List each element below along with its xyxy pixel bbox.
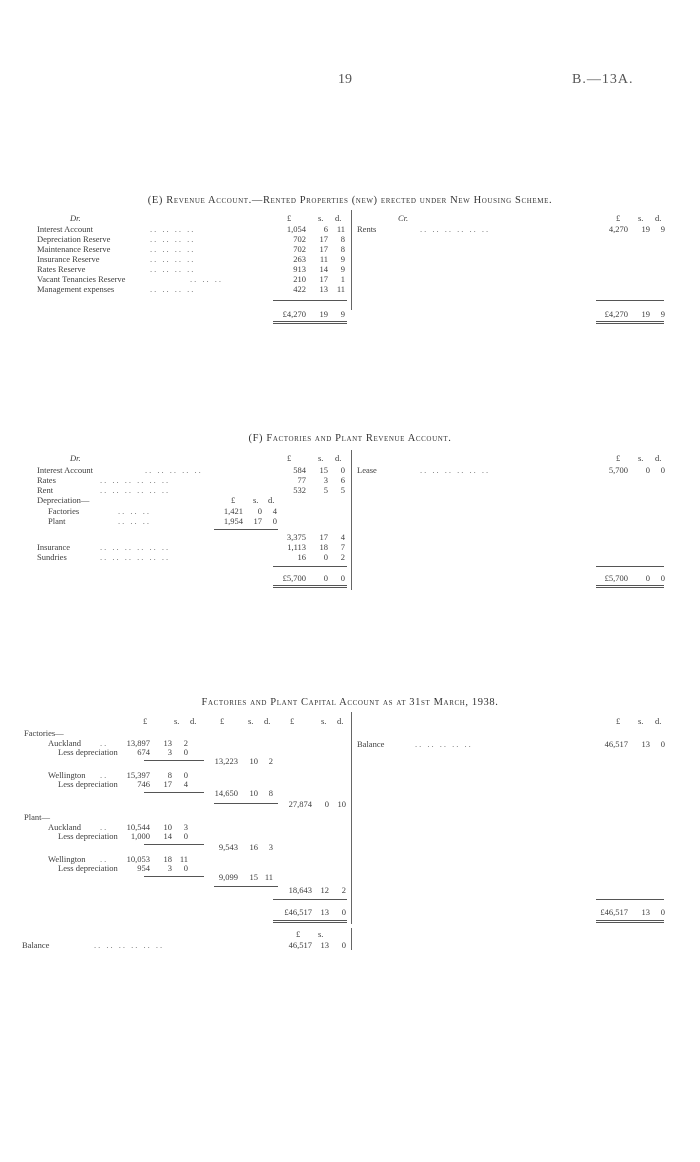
amount-shillings: 15 xyxy=(319,465,328,475)
ledger-label: Factories xyxy=(48,506,80,516)
amount-shillings: 17 xyxy=(319,274,328,284)
column-divider xyxy=(351,210,352,310)
amount-pence: 2 xyxy=(268,756,273,766)
ledger-label: Lease xyxy=(357,465,377,475)
amount-shillings: 15 xyxy=(249,872,258,882)
total-double-rule xyxy=(596,321,664,322)
amount-pounds: 532 xyxy=(293,485,306,495)
ledger-label: Depreciation Reserve xyxy=(37,234,111,244)
col-pence: d. xyxy=(335,213,342,223)
ledger-label: Rates xyxy=(37,475,56,485)
col-pounds: £ xyxy=(616,716,621,726)
amount-shillings: 10 xyxy=(249,788,258,798)
subtotal-rule xyxy=(214,886,278,887)
cr-label: Cr. xyxy=(398,213,409,223)
dr-label: Dr. xyxy=(70,453,81,463)
leader-dots: .. .. .. .. .. .. xyxy=(94,940,165,950)
amount-pence: 2 xyxy=(341,885,346,895)
leader-dots: .. .. .. .. xyxy=(150,284,196,294)
amount-pence: 0 xyxy=(183,747,188,757)
amount-pounds: 210 xyxy=(293,274,306,284)
amount-pence: 2 xyxy=(183,738,188,748)
amount-pounds: 14,650 xyxy=(214,788,238,798)
subtotal-rule xyxy=(144,760,204,761)
total-rule xyxy=(273,300,347,301)
total-double-rule xyxy=(596,323,664,324)
leader-dots: .. .. .. .. xyxy=(150,224,196,234)
leader-dots: .. xyxy=(100,822,109,832)
ledger-label: Interest Account xyxy=(37,465,93,475)
ledger-label: Rent xyxy=(37,485,54,495)
amount-pounds: 263 xyxy=(293,254,306,264)
total-double-rule xyxy=(273,323,347,324)
total-double-rule xyxy=(596,587,664,588)
ledger-label: Balance xyxy=(357,739,385,749)
leader-dots: .. .. .. .. xyxy=(150,264,196,274)
total-pounds: £4,270 xyxy=(604,309,628,319)
ledger-label: Rents xyxy=(357,224,377,234)
total-pounds: £5,700 xyxy=(604,573,628,583)
amount-pounds: 1,000 xyxy=(130,831,150,841)
amount-pounds: 746 xyxy=(137,779,150,789)
amount-pence: 0 xyxy=(660,739,665,749)
total-double-rule xyxy=(273,920,347,921)
subtotal-rule xyxy=(214,803,278,804)
section-f-title: (F) Factories and Plant Revenue Account. xyxy=(248,433,452,444)
col-pence: d. xyxy=(655,716,662,726)
amount-pounds: 9,099 xyxy=(218,872,238,882)
total-shillings: 13 xyxy=(641,907,650,917)
column-divider xyxy=(351,712,352,924)
ledger-label: Sundries xyxy=(37,552,67,562)
amount-pence: 0 xyxy=(341,940,346,950)
col-pounds: £ xyxy=(287,453,292,463)
col-shillings: s. xyxy=(318,213,324,223)
factories-label: Factories— xyxy=(24,728,64,738)
amount-shillings: 19 xyxy=(641,224,650,234)
ledger-label: Plant xyxy=(48,516,66,526)
amount-pounds: 46,517 xyxy=(288,940,312,950)
ledger-label: Vacant Tenancies Reserve xyxy=(37,274,126,284)
amount-pence: 11 xyxy=(336,224,345,234)
total-shillings: 19 xyxy=(319,309,328,319)
amount-pounds: 422 xyxy=(293,284,306,294)
amount-shillings: 16 xyxy=(249,842,258,852)
amount-shillings: 14 xyxy=(163,831,172,841)
col-pence: d. xyxy=(268,495,275,505)
col-shillings: s. xyxy=(318,453,324,463)
ledger-label: Less depreciation xyxy=(58,831,118,841)
amount-pounds: 13,223 xyxy=(214,756,238,766)
subtotal-rule xyxy=(214,529,278,530)
leader-dots: .. .. .. .. .. .. xyxy=(420,465,491,475)
amount-pence: 0 xyxy=(183,863,188,873)
ledger-label: Rates Reserve xyxy=(37,264,86,274)
col-shillings: s. xyxy=(638,453,644,463)
ledger-label: Maintenance Reserve xyxy=(37,244,111,254)
plant-label: Plant— xyxy=(24,812,50,822)
col-pence: d. xyxy=(655,213,662,223)
col-pounds: £ xyxy=(616,213,621,223)
amount-pence: 3 xyxy=(183,822,188,832)
amount-pounds: 1,054 xyxy=(286,224,306,234)
amount-pounds: 1,954 xyxy=(223,516,243,526)
leader-dots: .. .. .. .. .. xyxy=(415,739,473,749)
amount-shillings: 0 xyxy=(324,799,329,809)
amount-shillings: 0 xyxy=(257,506,262,516)
amount-pence: 0 xyxy=(340,465,345,475)
total-rule xyxy=(596,899,664,900)
total-double-rule xyxy=(596,585,664,586)
total-pounds: £5,700 xyxy=(282,573,306,583)
leader-dots: .. xyxy=(100,770,109,780)
amount-pence: 4 xyxy=(272,506,277,516)
total-double-rule xyxy=(273,922,347,923)
amount-pounds: 18,643 xyxy=(288,885,312,895)
ledger-label: Wellington xyxy=(48,854,86,864)
amount-shillings: 3 xyxy=(167,863,172,873)
ledger-label: Less depreciation xyxy=(58,779,118,789)
amount-pence: 11 xyxy=(336,284,345,294)
col-shillings: s. xyxy=(321,716,327,726)
amount-shillings: 17 xyxy=(319,244,328,254)
ledger-label: Management expenses xyxy=(37,284,115,294)
amount-pence: 8 xyxy=(340,234,345,244)
amount-pence: 9 xyxy=(340,264,345,274)
leader-dots: .. .. .. .. .. .. xyxy=(100,475,171,485)
ledger-label: Less depreciation xyxy=(58,747,118,757)
amount-shillings: 13 xyxy=(163,738,172,748)
total-shillings: 19 xyxy=(641,309,650,319)
col-pence: d. xyxy=(337,716,344,726)
col-pounds: £ xyxy=(143,716,148,726)
amount-pounds: 77 xyxy=(297,475,306,485)
section-g-title: Factories and Plant Capital Account as at 31st March, 1938. xyxy=(201,697,499,708)
total-pence: 0 xyxy=(340,573,345,583)
col-pounds: £ xyxy=(616,453,621,463)
amount-pounds: 674 xyxy=(137,747,150,757)
amount-pence: 6 xyxy=(340,475,345,485)
amount-shillings: 10 xyxy=(163,822,172,832)
amount-pounds: 10,544 xyxy=(126,822,150,832)
total-pence: 9 xyxy=(340,309,345,319)
section-e-title: (E) Revenue Account.—Rented Properties (new) erected under New Housing Scheme. xyxy=(147,195,553,206)
amount-pence: 8 xyxy=(268,788,273,798)
total-shillings: 0 xyxy=(323,573,328,583)
amount-shillings: 10 xyxy=(249,756,258,766)
leader-dots: .. .. .. .. .. .. xyxy=(100,485,171,495)
subtotal-rule xyxy=(144,876,204,877)
total-pounds: £46,517 xyxy=(600,907,628,917)
amount-shillings: 6 xyxy=(323,224,328,234)
amount-pounds: 4,270 xyxy=(608,224,628,234)
total-double-rule xyxy=(596,922,664,923)
amount-shillings: 14 xyxy=(319,264,328,274)
amount-pounds: 27,874 xyxy=(288,799,312,809)
column-divider xyxy=(351,450,352,590)
subtotal-rule xyxy=(144,844,204,845)
amount-pence: 0 xyxy=(183,770,188,780)
amount-shillings: 5 xyxy=(323,485,328,495)
total-pounds: £4,270 xyxy=(282,309,306,319)
col-pounds: £ xyxy=(296,929,301,939)
col-pounds: £ xyxy=(220,716,225,726)
leader-dots: .. .. .. xyxy=(118,516,151,526)
ledger-label: Auckland xyxy=(48,738,82,748)
amount-pence: 0 xyxy=(183,831,188,841)
col-shillings: s. xyxy=(248,716,254,726)
total-rule xyxy=(596,300,664,301)
col-pence: d. xyxy=(655,453,662,463)
amount-pence: 0 xyxy=(272,516,277,526)
leader-dots: .. .. .. xyxy=(118,506,151,516)
amount-pence: 11 xyxy=(264,872,273,882)
amount-shillings: 13 xyxy=(641,739,650,749)
amount-pounds: 13,897 xyxy=(126,738,150,748)
total-pence: 9 xyxy=(660,309,665,319)
amount-pence: 2 xyxy=(340,552,345,562)
leader-dots: .. xyxy=(100,854,109,864)
leader-dots: .. .. .. .. .. xyxy=(145,465,203,475)
amount-pounds: 3,375 xyxy=(286,532,306,542)
leader-dots: .. .. .. xyxy=(190,274,223,284)
amount-shillings: 0 xyxy=(645,465,650,475)
col-pounds: £ xyxy=(290,716,295,726)
amount-shillings: 17 xyxy=(319,234,328,244)
col-pence: d. xyxy=(190,716,197,726)
amount-pounds: 1,421 xyxy=(223,506,243,516)
leader-dots: .. .. .. .. .. .. xyxy=(420,224,491,234)
amount-pence: 10 xyxy=(337,799,346,809)
col-pence: d. xyxy=(264,716,271,726)
leader-dots: .. xyxy=(100,738,109,748)
amount-pounds: 702 xyxy=(293,234,306,244)
amount-pence: 8 xyxy=(340,244,345,254)
amount-pounds: 46,517 xyxy=(604,739,628,749)
amount-pence: 9 xyxy=(340,254,345,264)
total-rule xyxy=(596,566,664,567)
ledger-label: Less depreciation xyxy=(58,863,118,873)
col-shillings: s. xyxy=(638,716,644,726)
total-double-rule xyxy=(596,920,664,921)
amount-pounds: 913 xyxy=(293,264,306,274)
total-shillings: 0 xyxy=(645,573,650,583)
amount-pence: 9 xyxy=(660,224,665,234)
dr-label: Dr. xyxy=(70,213,81,223)
column-divider xyxy=(351,928,352,950)
total-double-rule xyxy=(273,587,347,588)
amount-shillings: 0 xyxy=(323,552,328,562)
amount-pounds: 954 xyxy=(137,863,150,873)
col-pence: d. xyxy=(335,453,342,463)
amount-pounds: 1,113 xyxy=(287,542,306,552)
amount-shillings: 18 xyxy=(163,854,172,864)
col-shillings: s. xyxy=(318,929,324,939)
total-double-rule xyxy=(273,585,347,586)
amount-pounds: 702 xyxy=(293,244,306,254)
amount-shillings: 12 xyxy=(320,885,329,895)
amount-pence: 11 xyxy=(179,854,188,864)
amount-shillings: 13 xyxy=(319,284,328,294)
ledger-label: Balance xyxy=(22,940,50,950)
col-shillings: s. xyxy=(638,213,644,223)
col-pounds: £ xyxy=(287,213,292,223)
total-double-rule xyxy=(273,321,347,322)
total-rule xyxy=(273,566,347,567)
depreciation-label: Depreciation— xyxy=(37,495,90,505)
col-shillings: s. xyxy=(253,495,259,505)
document-reference: B.—13A. xyxy=(572,72,634,87)
amount-pence: 5 xyxy=(340,485,345,495)
amount-pounds: 9,543 xyxy=(218,842,238,852)
amount-pence: 4 xyxy=(340,532,345,542)
col-shillings: s. xyxy=(174,716,180,726)
leader-dots: .. .. .. .. .. .. xyxy=(100,552,171,562)
amount-pounds: 5,700 xyxy=(608,465,628,475)
leader-dots: .. .. .. .. xyxy=(150,244,196,254)
total-pence: 0 xyxy=(660,907,665,917)
amount-shillings: 8 xyxy=(167,770,172,780)
amount-shillings: 3 xyxy=(323,475,328,485)
ledger-label: Auckland xyxy=(48,822,82,832)
total-rule xyxy=(273,899,347,900)
leader-dots: .. .. .. .. xyxy=(150,234,196,244)
amount-shillings: 18 xyxy=(319,542,328,552)
amount-pounds: 15,397 xyxy=(126,770,150,780)
subtotal-rule xyxy=(144,792,204,793)
amount-pounds: 584 xyxy=(293,465,306,475)
page-number: 19 xyxy=(338,72,352,87)
ledger-label: Wellington xyxy=(48,770,86,780)
ledger-label: Insurance Reserve xyxy=(37,254,100,264)
amount-shillings: 17 xyxy=(253,516,262,526)
col-pounds: £ xyxy=(231,495,236,505)
ledger-label: Insurance xyxy=(37,542,71,552)
total-pence: 0 xyxy=(341,907,346,917)
total-pence: 0 xyxy=(660,573,665,583)
amount-shillings: 13 xyxy=(320,940,329,950)
amount-shillings: 11 xyxy=(319,254,328,264)
amount-pence: 4 xyxy=(183,779,188,789)
amount-pounds: 10,053 xyxy=(126,854,150,864)
amount-shillings: 3 xyxy=(167,747,172,757)
ledger-label: Interest Account xyxy=(37,224,93,234)
total-shillings: 13 xyxy=(320,907,329,917)
amount-pence: 0 xyxy=(660,465,665,475)
amount-pounds: 16 xyxy=(297,552,306,562)
leader-dots: .. .. .. .. xyxy=(150,254,196,264)
leader-dots: .. .. .. .. .. .. xyxy=(100,542,171,552)
amount-shillings: 17 xyxy=(163,779,172,789)
total-pounds: £46,517 xyxy=(284,907,312,917)
amount-shillings: 17 xyxy=(319,532,328,542)
amount-pence: 1 xyxy=(340,274,345,284)
amount-pence: 3 xyxy=(268,842,273,852)
amount-pence: 7 xyxy=(340,542,345,552)
